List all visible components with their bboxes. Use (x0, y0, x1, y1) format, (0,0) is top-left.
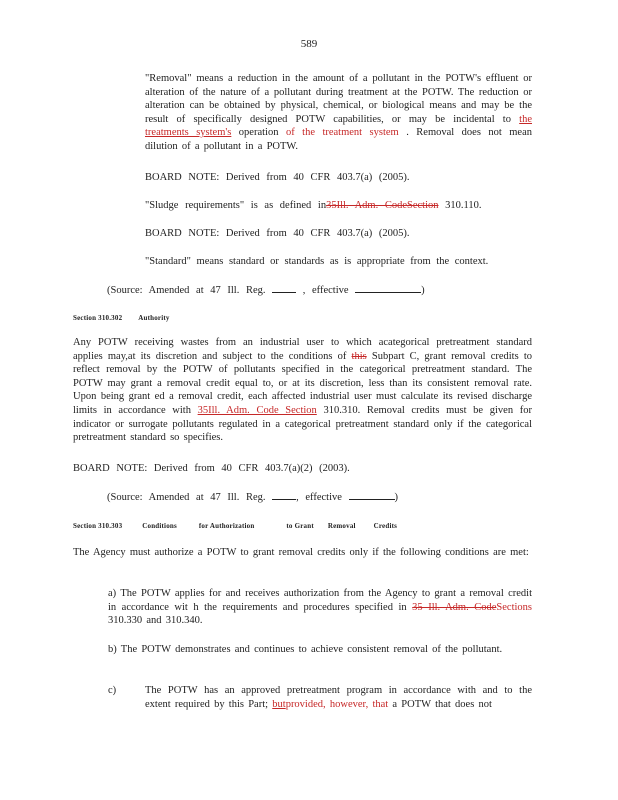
inserted-text: the treatments system's (145, 113, 532, 139)
deleted-text: 35 Ill. Adm. Code (412, 601, 497, 613)
authority-text: 310.310. Removal credits must be given for indicator or surrogate pollutants regulated in a categorical pretreatment standard only if the categorical pretreatment standard so specifies. (73, 404, 532, 444)
section-title-word: Conditions (142, 522, 177, 530)
deleted-text: this (351, 350, 367, 362)
authority-text: Subpart C, grant removal credits to reflect removal by the POTW of pollutants specified in the categorical pretreatment standard. The POTW may grant a removal credit equal to, or at its discretion, less than its consistent removal rate. Upon being grant ed a removal credit, each affected industrial user must calculate its revised discharge limits in accordance with (73, 350, 532, 416)
condition-label: b) (108, 644, 117, 655)
section-number: Section 310.302 (73, 314, 123, 322)
source-text: (Source: Amended at 47 Ill. Reg. (107, 492, 266, 503)
section-heading-303 (73, 520, 397, 534)
blank-line (349, 490, 395, 500)
page-number: 589 (300, 38, 318, 50)
board-note-3: BOARD NOTE: Derived from 40 CFR 403.7(a)(2) (2003). (73, 463, 350, 474)
source-text: ) (421, 285, 425, 296)
condition-b-text (108, 643, 532, 657)
source-note-1 (107, 283, 527, 298)
inserted-text: but (272, 698, 286, 710)
source-text: , effective (302, 285, 349, 296)
authority-paragraph (73, 336, 532, 445)
deleted-text: 35Ill. Adm. Code (326, 200, 408, 211)
removal-text-3: . Removal does not mean dilution of a pollutant in a POTW. (145, 127, 532, 152)
inserted-text: Sections (496, 601, 532, 613)
standard-definition: "Standard" means standard or standards as is appropriate from the context. (145, 256, 489, 267)
condition-text: 310.330 and 310.340. (108, 615, 203, 627)
sludge-definition (145, 199, 532, 213)
source-note-2 (107, 490, 527, 505)
section-title-word: Credits (373, 522, 398, 530)
authority-text: Any POTW receiving wastes from an industrial user to which a (73, 337, 384, 348)
condition-text: The POTW has an approved pretreatment program in accordance with and to the extent required by this Part; (145, 685, 532, 710)
source-text: ) (394, 492, 399, 503)
sludge-text-1: "Sludge requirements" is as defined in (145, 200, 327, 211)
condition-a (108, 587, 532, 628)
section-heading-302 (73, 312, 170, 326)
condition-b (108, 643, 532, 657)
source-text: , effective (296, 492, 342, 503)
section-title-word: for Authorization (198, 522, 255, 530)
blank-line (272, 283, 296, 293)
condition-text: The POTW applies for and receives authorization from the Agency to grant a removal credit in accordance wit h the requirements and procedures specified in (108, 588, 532, 613)
authority-text: ,at its discretion and subject to the conditions of (125, 350, 352, 362)
condition-c-text (145, 684, 532, 711)
section-title-word: to Grant (286, 522, 314, 530)
condition-a-text (108, 587, 532, 628)
blank-line (355, 283, 421, 293)
section-title: Authority (138, 314, 170, 322)
condition-text: The POTW demonstrates and continues to achieve consistent removal of the pollutant. (120, 644, 503, 655)
section-number: Section 310.303 (73, 522, 123, 530)
condition-c (108, 684, 532, 711)
condition-label: c) (108, 685, 117, 696)
agency-paragraph: The Agency must authorize a POTW to grant removal credits only if the following conditions are met: (73, 547, 529, 558)
section-title-word: Removal (327, 522, 356, 530)
source-text: (Source: Amended at 47 Ill. Reg. (107, 285, 266, 296)
removal-text-2: operation (231, 127, 286, 139)
inserted-text: of the treatment system (285, 127, 399, 139)
blank-line (272, 490, 296, 500)
condition-text: a POTW that does not (388, 698, 492, 710)
condition-label: a) (108, 588, 117, 599)
sludge-text-2: 310.110. (438, 200, 482, 211)
board-note-1: BOARD NOTE: Derived from 40 CFR 403.7(a) (2005). (145, 172, 410, 183)
removal-definition (145, 72, 532, 154)
board-note-2: BOARD NOTE: Derived from 40 CFR 403.7(a) (2005). (145, 228, 410, 239)
removal-text-1: "Removal" means a reduction in the amount of a pollutant in the POTW's effluent or alteration of the nature of a pollutant during treatment at the POTW. The reduction or alteration can be obtained by physical, chemical, or biological means and may be the result of specifically designed POTW capabilities, or may be incidental to (145, 73, 532, 125)
inserted-text: 35Ill. Adm. Code Section (197, 404, 317, 416)
inserted-text: provided, however, that (285, 698, 389, 710)
authority-text: categorical pretreatment standard applies may (73, 337, 532, 362)
deleted-text: Section (407, 200, 439, 211)
